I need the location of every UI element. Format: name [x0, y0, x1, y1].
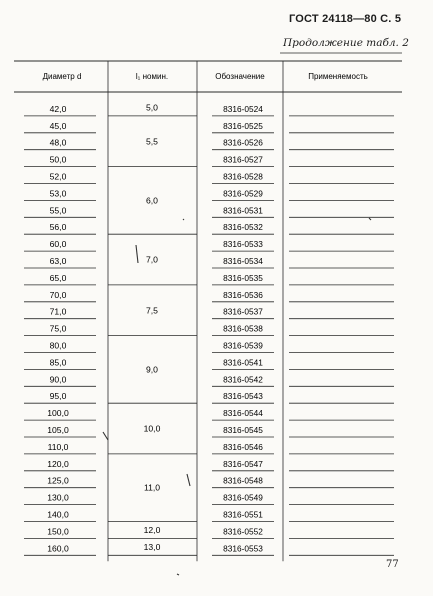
diameter-cell: 105,0 [47, 425, 69, 435]
diameter-cell: 50,0 [49, 154, 67, 165]
designation-cell: 8316-0524 [223, 103, 263, 114]
l1-group-cell: 5,5 [146, 136, 158, 147]
diameter-cell: 71,0 [49, 306, 67, 317]
diameter-cell: 55,0 [49, 205, 67, 216]
diameter-cell: 160,0 [47, 543, 69, 554]
diameter-cell: 150,0 [47, 526, 69, 537]
designation-cell: 8316-0532 [223, 222, 263, 233]
l1-group-cell: 7,5 [146, 305, 158, 316]
diameter-cell: 52,0 [49, 171, 67, 182]
diameter-cell: 130,0 [47, 492, 69, 503]
document-header-title: ГОСТ 24118—80 С. 5 [289, 13, 402, 25]
designation-cell: 8316-0541 [223, 357, 263, 368]
column-header: l₁ номин. [135, 72, 169, 81]
designation-cell: 8316-0552 [223, 526, 263, 537]
designation-cell: 8316-0527 [223, 154, 263, 165]
table-header [43, 72, 368, 81]
diameter-cell: 140,0 [47, 509, 69, 520]
diameter-cell: 100,0 [47, 408, 69, 419]
column-header: Применяемость [308, 72, 368, 81]
table-continuation-label: Продолжение табл. 2 [283, 37, 409, 49]
diameter-cell: 90,0 [49, 374, 67, 385]
designation-cell: 8316-0536 [223, 289, 263, 300]
designation-cell: 8316-0539 [223, 340, 263, 351]
column-header: Диаметр d [42, 72, 82, 81]
designation-cell: 8316-0531 [223, 205, 263, 216]
diameter-cell: 85,0 [49, 357, 67, 368]
designation-cell: 8316-0525 [223, 120, 263, 131]
diameter-cell: 75,0 [49, 323, 67, 334]
designation-cell: 8316-0546 [223, 441, 263, 452]
designation-cell: 8316-0528 [223, 171, 263, 182]
diameter-cell: 53,0 [49, 188, 67, 199]
diameter-cell: 42,0 [49, 103, 67, 114]
designation-cell: 8316-0537 [223, 306, 263, 317]
l1-group-cell: 6,0 [146, 195, 158, 206]
diameter-cell: 63,0 [49, 256, 67, 266]
diameter-cell: 80,0 [49, 340, 67, 351]
l1-group-cell: 7,0 [146, 254, 158, 265]
designation-cell: 8316-0529 [223, 188, 263, 199]
diameter-cell: 56,0 [49, 222, 67, 233]
diameter-cell: 70,0 [49, 289, 67, 300]
designation-cell: 8316-0542 [223, 374, 263, 385]
l1-group-cell: 11,0 [143, 482, 161, 493]
l1-group-cell: 13,0 [143, 541, 161, 552]
table-body [24, 102, 394, 555]
l1-group-cell: 10,0 [143, 423, 161, 434]
designation-cell: 8316-0526 [223, 137, 263, 148]
l1-group-cell: 9,0 [146, 364, 158, 375]
diameter-cell: 110,0 [47, 441, 69, 452]
designation-cell: 8316-0548 [223, 475, 263, 486]
column-header: Обозначение [215, 72, 265, 81]
designation-cell: 8316-0545 [223, 425, 263, 435]
designation-cell: 8316-0547 [223, 458, 263, 469]
designation-cell: 8316-0551 [223, 509, 263, 520]
designation-cell: 8316-0538 [223, 323, 263, 334]
diameter-cell: 65,0 [49, 272, 67, 283]
page-number: 77 [386, 559, 399, 570]
table-frame [14, 53, 402, 561]
designation-cell: 8316-0553 [223, 543, 263, 554]
diameter-cell: 60,0 [49, 239, 67, 250]
l1-group-cell: 5,0 [146, 102, 158, 113]
designation-cell: 8316-0535 [223, 272, 263, 283]
l1-group-cell: 12,0 [143, 524, 161, 535]
diameter-cell: 120,0 [47, 458, 69, 469]
designation-cell: 8316-0533 [223, 239, 263, 250]
diameter-cell: 95,0 [49, 391, 67, 402]
diameter-cell: 48,0 [49, 137, 67, 148]
designation-cell: 8316-0549 [223, 492, 263, 503]
diameter-cell: 45,0 [49, 120, 67, 131]
designation-cell: 8316-0543 [223, 391, 263, 402]
designation-cell: 8316-0534 [223, 256, 263, 266]
designation-cell: 8316-0544 [223, 408, 263, 419]
diameter-cell: 125,0 [47, 475, 69, 486]
